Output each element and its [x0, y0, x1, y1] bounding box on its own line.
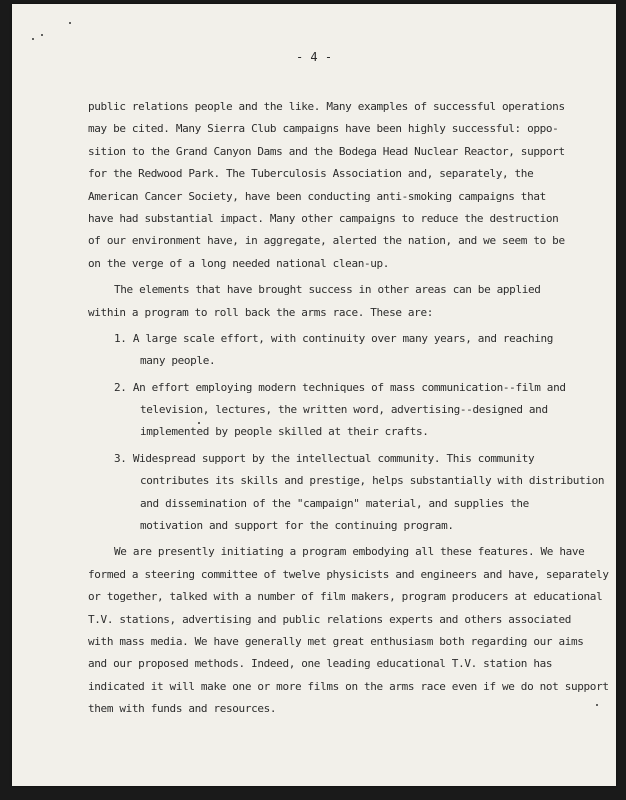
- numbered-list: [88, 328, 608, 538]
- list-item-continuation: and dissemination of the "campaign" material, and supplies the: [140, 496, 529, 510]
- text-line: public relations people and the like. Many examples of successful operations: [88, 100, 565, 113]
- list-item-first-line: 1. A large scale effort, with continuity over many years, and reaching: [114, 331, 554, 345]
- list-item-continuation: television, lectures, the written word, advertising--designed and: [140, 403, 548, 417]
- paper-speck: [69, 22, 71, 24]
- text-line: within a program to roll back the arms race. These are:: [88, 305, 433, 319]
- text-line: for the Redwood Park. The Tuberculosis Association and, separately, the: [88, 167, 534, 181]
- paragraph-elements: [88, 279, 608, 324]
- paper-speck: [41, 34, 43, 36]
- text-line: formed a steering committee of twelve physicists and engineers and have, separately: [88, 567, 609, 581]
- list-item: [88, 328, 608, 373]
- text-line: American Cancer Society, have been conducting anti-smoking campaigns that: [88, 189, 546, 203]
- text-line: on the verge of a long needed national clean-up.: [88, 256, 390, 270]
- list-item-first-line: 3. Widespread support by the intellectual community. This community: [114, 451, 535, 465]
- text-line: and our proposed methods. Indeed, one leading educational T.V. station has: [88, 657, 553, 671]
- text-line: with mass media. We have generally met great enthusiasm both regarding our aims: [88, 634, 584, 648]
- document-page: [12, 4, 616, 786]
- list-item-continuation: contributes its skills and prestige, helps substantially with distribution: [140, 474, 605, 488]
- text-line: The elements that have brought success in other areas can be applied: [114, 283, 541, 297]
- list-item-continuation: many people.: [140, 354, 216, 368]
- text-line: have had substantial impact. Many other campaigns to reduce the destruction: [88, 211, 559, 225]
- page-number: - 4 -: [295, 50, 333, 64]
- text-line: T.V. stations, advertising and public relations experts and others associated: [88, 612, 571, 626]
- text-line: We are presently initiating a program embodying all these features. We have: [114, 545, 585, 559]
- list-item: [88, 377, 608, 444]
- text-line: or together, talked with a number of film makers, program producers at educational: [88, 590, 603, 604]
- paper-speck: [32, 38, 34, 40]
- body-text: [88, 96, 608, 721]
- paragraph-program: [88, 541, 608, 720]
- list-item-first-line: 2. An effort employing modern techniques of mass communication--film and: [114, 380, 566, 394]
- text-line: may be cited. Many Sierra Club campaigns have been highly successful: oppo-: [88, 122, 559, 136]
- list-item-continuation: implemented by people skilled at their crafts.: [140, 425, 429, 439]
- list-item-continuation: motivation and support for the continuing program.: [140, 519, 454, 533]
- text-line: them with funds and resources.: [88, 702, 277, 716]
- paragraph-continued: [88, 96, 608, 275]
- text-line: indicated it will make one or more films on the arms race even if we do not support: [88, 679, 609, 693]
- text-line: sition to the Grand Canyon Dams and the Bodega Head Nuclear Reactor, support: [88, 144, 565, 158]
- text-line: of our environment have, in aggregate, alerted the nation, and we seem to be: [88, 234, 565, 248]
- list-item: [88, 448, 608, 538]
